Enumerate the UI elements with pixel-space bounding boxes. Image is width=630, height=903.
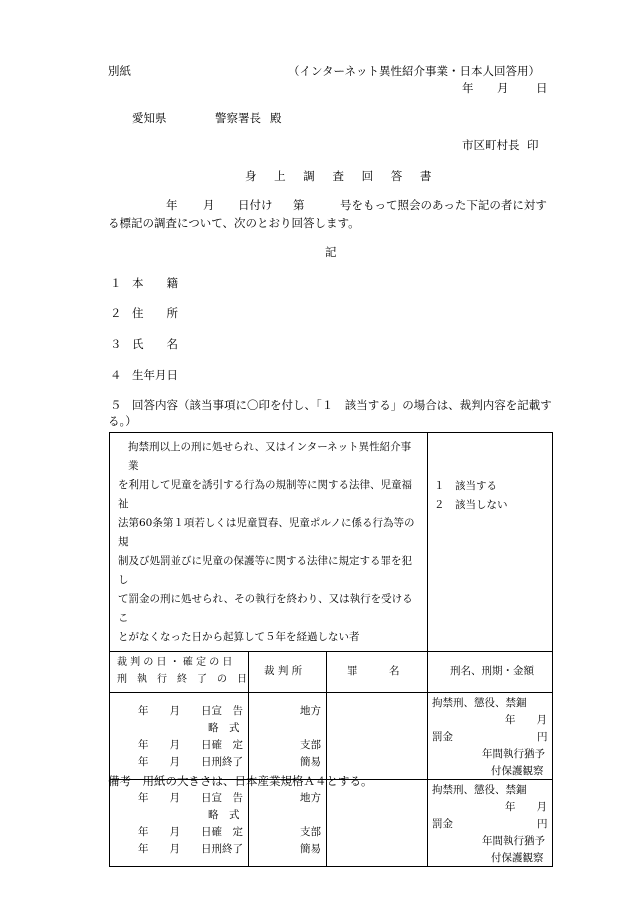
item-num: ５: [110, 398, 122, 412]
options-cell: [428, 433, 553, 652]
penalty-cell: 拘禁刑、懲役、禁錮 年 月 罰金 円 年間執行猶予 付保護観察: [428, 693, 553, 780]
intro-date: 日付け: [238, 198, 273, 212]
item-num: ２: [110, 306, 122, 320]
table-row: [110, 780, 553, 867]
table-row: [110, 693, 553, 780]
condition-line: 法第60条第１項若しくは児童買春、児童ポルノに係る行為等の規: [118, 517, 415, 548]
item-honseki: 本 籍: [132, 276, 178, 290]
condition-line: 拘禁刑以上の刑に処せられ、又はインターネット異性紹介事業: [128, 441, 412, 472]
col-header-crime: 罪 名: [327, 652, 428, 693]
addressee-prefecture: 愛知県: [132, 111, 167, 125]
condition-line: 制及び処罰並びに児童の保護等に関する法律に規定する罪を犯し: [118, 555, 412, 586]
penalty-cell: 拘禁刑、懲役、禁錮 年 月 罰金 円 年間執行猶予 付保護観察: [428, 780, 553, 867]
seal-mark: 印: [527, 138, 539, 152]
condition-line: を利用して児童を誘引する行為の規制等に関する法律、児童福祉: [118, 479, 412, 510]
date-month: 月: [497, 81, 509, 95]
item-name: 氏 名: [132, 337, 178, 351]
answer-table: [109, 432, 553, 867]
doc-title: 身 上 調 査 回 答 書: [245, 169, 434, 183]
col-header-penalty: 刑名、刑期・金額: [428, 652, 553, 693]
col-header-court: 裁 判 所: [249, 652, 327, 693]
attachment-label: 別紙: [108, 64, 131, 78]
intro-year: 年: [166, 198, 178, 212]
item-birthdate: 生年月日: [132, 368, 178, 382]
intro-month: 月: [203, 198, 215, 212]
addressee-chief: 警察署長: [215, 111, 261, 125]
date-day: 日: [536, 81, 548, 95]
condition-cell: [110, 433, 428, 652]
intro-line1-rest: 号をもって照会のあった下記の者に対す: [340, 198, 547, 212]
item5-line2: る。）: [108, 414, 137, 428]
col-header-date: 裁 判 の 日 ・ 確 定 の 日 刑 執 行 終 了 の 日: [110, 652, 249, 693]
date-cell: 年 月 日宣 告 略 式 年 月 日確 定 年 月 日刑終了: [110, 693, 249, 780]
item-num: １: [110, 276, 122, 290]
note: 備考 用紙の大きさは、日本産業規格Ａ４とする。: [108, 774, 373, 788]
form-use-label: （インターネット異性紹介事業・日本人回答用）: [288, 64, 540, 78]
sender-title: 市区町村長: [462, 138, 520, 152]
condition-line: とがなくなった日から起算して５年を経過しない者: [118, 631, 360, 643]
item-num: ３: [110, 337, 122, 351]
court-cell: 地方 支部 簡易: [249, 780, 327, 867]
crime-cell[interactable]: [327, 693, 428, 780]
crime-cell[interactable]: [327, 780, 428, 867]
item5-line1: 回答内容（該当事項に〇印を付し、「１ 該当する」の場合は、裁判内容を記載す: [132, 398, 552, 412]
ki-mark: 記: [325, 245, 337, 259]
intro-number-prefix: 第: [293, 198, 305, 212]
condition-line: て罰金の刑に処せられ、その執行を終わり、又は執行を受けるこ: [118, 593, 413, 624]
intro-line2: る標記の調査について、次のとおり回答します。: [108, 216, 360, 230]
court-cell: 地方 支部 簡易: [249, 693, 327, 780]
date-cell: 年 月 日宣 告 略 式 年 月 日確 定 年 月 日刑終了: [110, 780, 249, 867]
option-not-applicable[interactable]: ２ 該当しない: [434, 499, 508, 511]
item-num: ４: [110, 368, 122, 382]
option-applicable[interactable]: １ 該当する: [434, 480, 498, 492]
addressee-honorific: 殿: [270, 111, 282, 125]
date-year: 年: [462, 81, 474, 95]
item-address: 住 所: [132, 306, 178, 320]
